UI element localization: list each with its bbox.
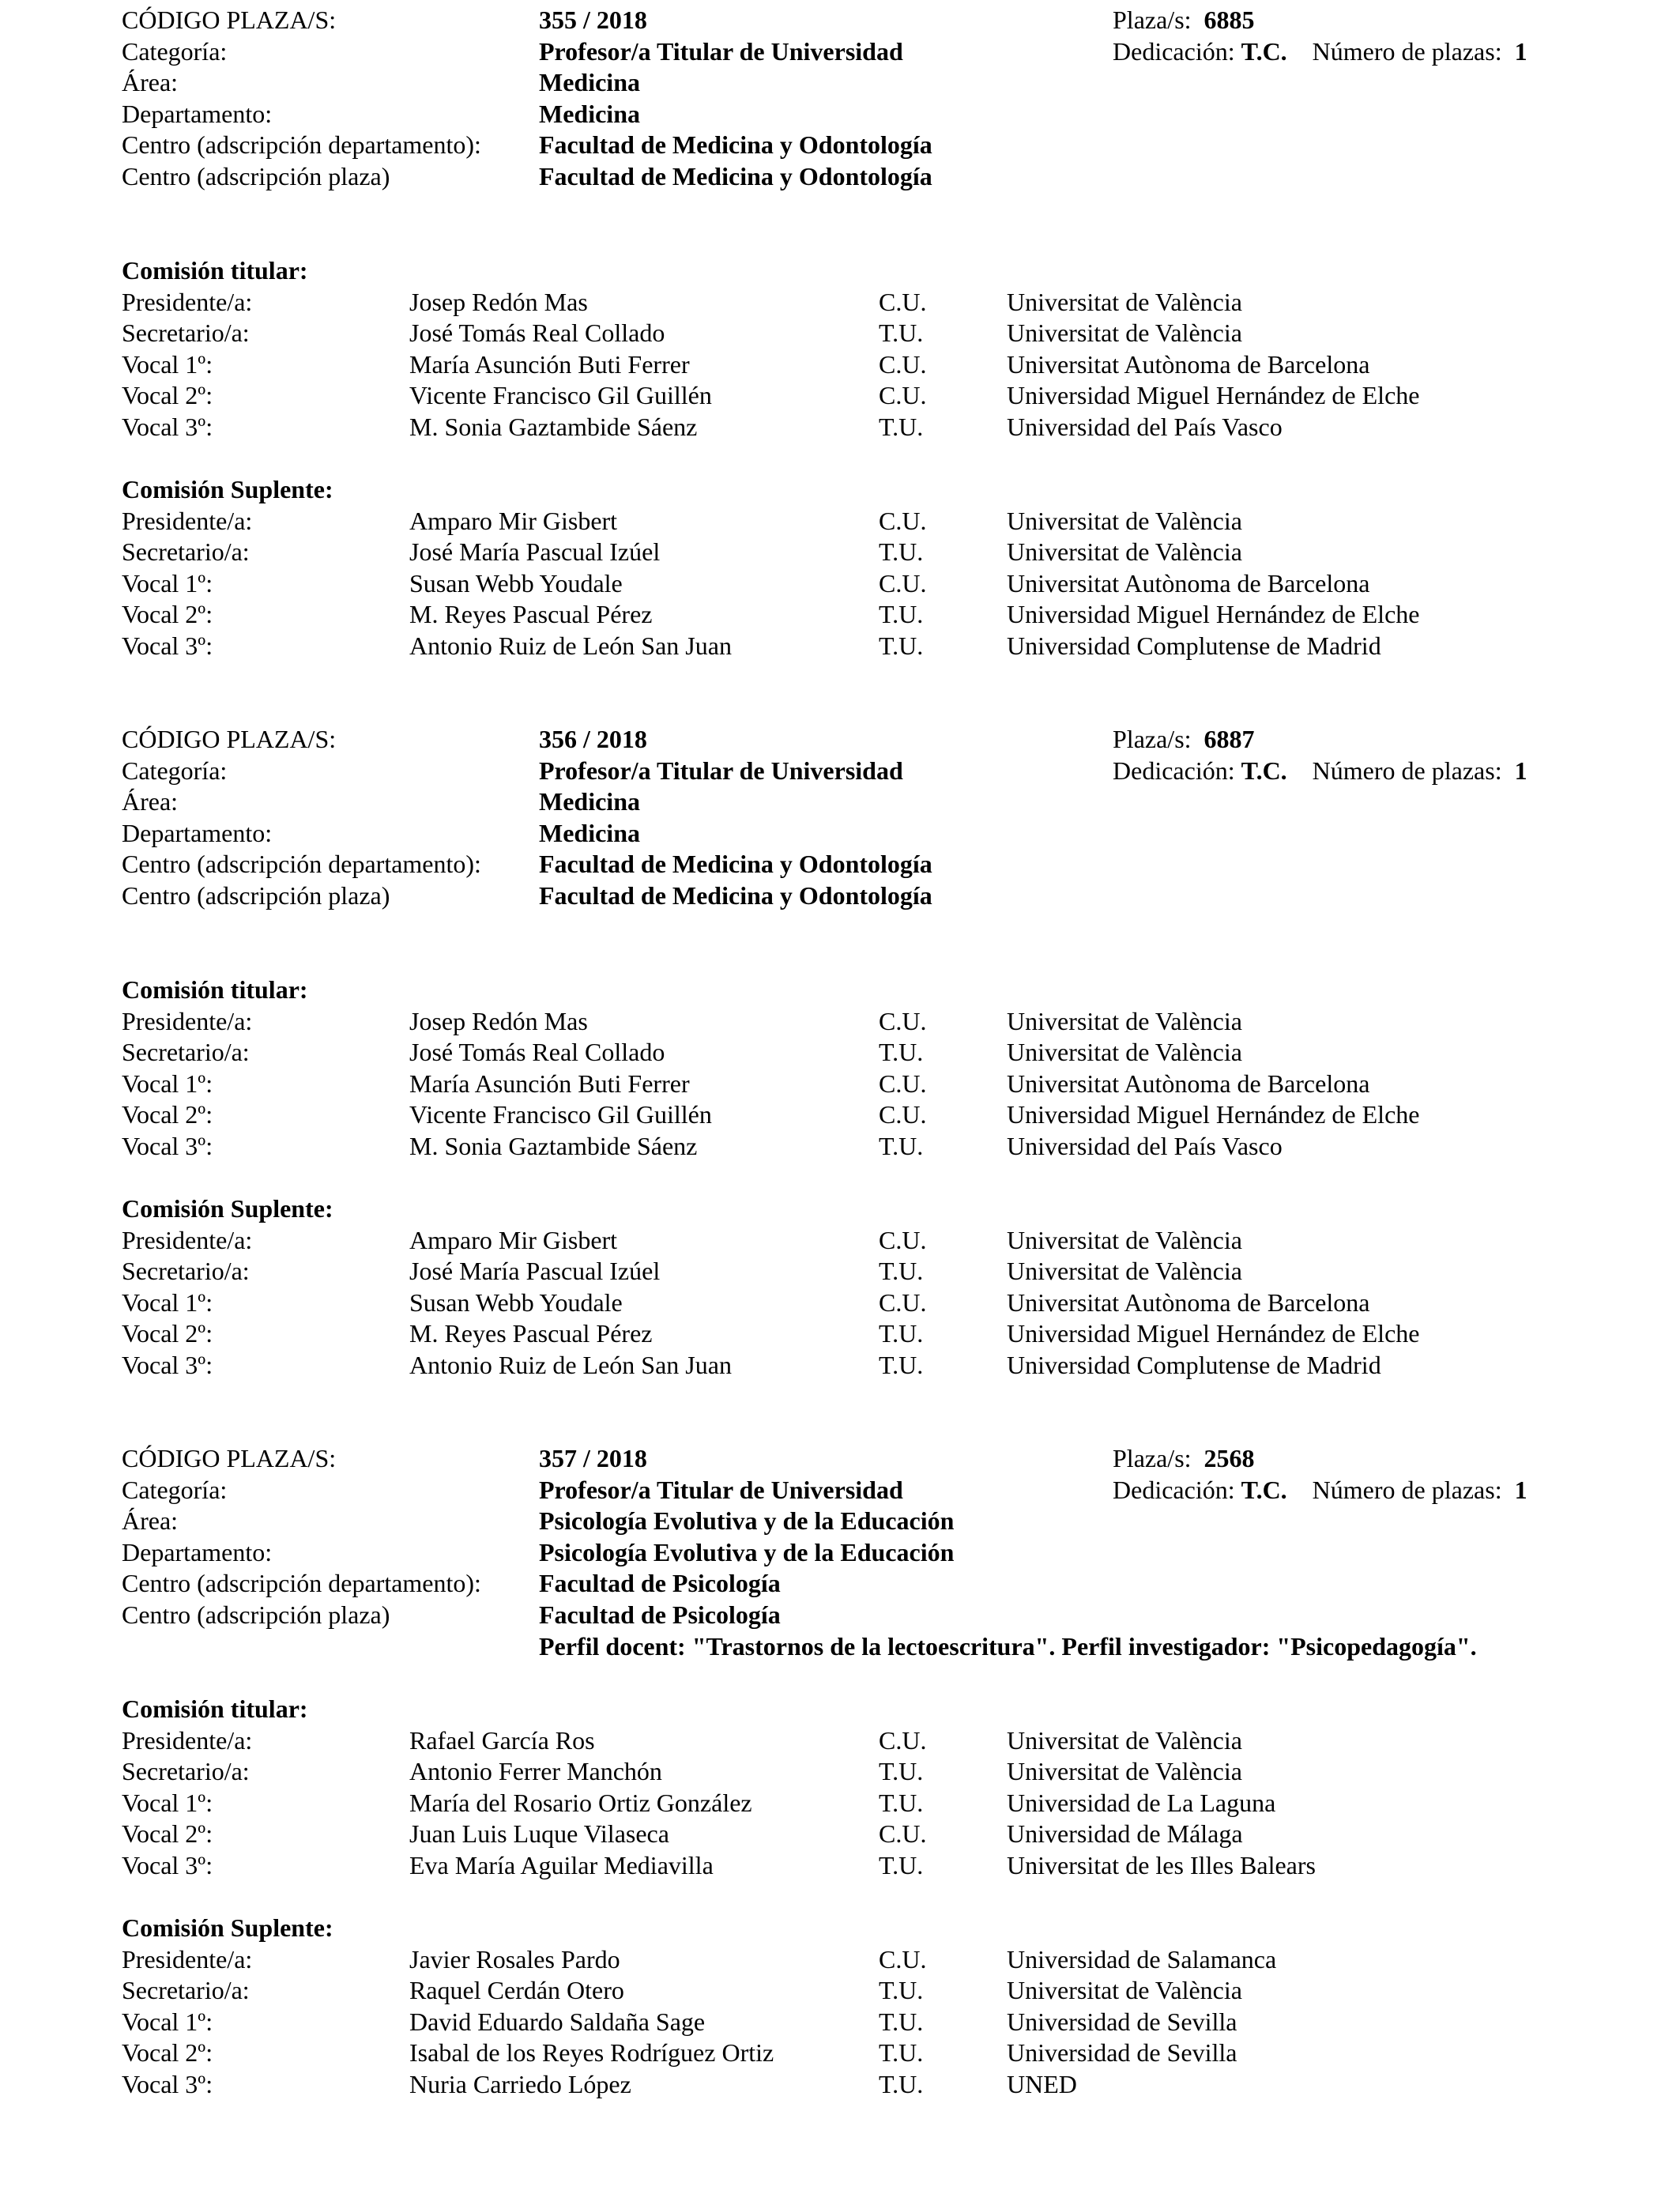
member-category: C.U. (879, 1225, 927, 1254)
member-university: UNED (1007, 2069, 1077, 2098)
member-name: Raquel Cerdán Otero (409, 1976, 624, 2005)
member-name: Vicente Francisco Gil Guillén (409, 1100, 712, 1129)
member-university: Universidad Miguel Hernández de Elche (1007, 1319, 1420, 1348)
member-university: Universidad Miguel Hernández de Elche (1007, 381, 1420, 410)
member-name: Antonio Ferrer Manchón (409, 1757, 662, 1786)
member-row (122, 1099, 1623, 1131)
member-role: Presidente/a: (122, 1944, 253, 1973)
member-row (122, 599, 1623, 631)
member-category: T.U. (879, 1788, 924, 1817)
member-role: Vocal 1º: (122, 1069, 213, 1098)
value-departamento: Medicina (539, 818, 640, 847)
member-row (122, 1944, 1623, 1976)
row-departamento (122, 1537, 1623, 1569)
member-university: Universidad Miguel Hernández de Elche (1007, 600, 1420, 629)
member-row (122, 1350, 1623, 1382)
member-university: Universitat Autònoma de Barcelona (1007, 1287, 1370, 1317)
member-name: Vicente Francisco Gil Guillén (409, 381, 712, 410)
member-category: T.U. (879, 2007, 924, 2036)
member-row (122, 1256, 1623, 1287)
row-centro-dep (122, 849, 1623, 880)
member-name: José María Pascual Izúel (409, 537, 661, 567)
member-role: Vocal 3º: (122, 1131, 213, 1160)
member-category: C.U. (879, 1819, 927, 1849)
value-plaza-num: 2568 (1203, 1444, 1255, 1472)
value-centro-dep: Facultad de Medicina y Odontología (539, 850, 932, 879)
member-role: Secretario/a: (122, 1976, 250, 2005)
comision-suplente-heading: Comisión Suplente: (122, 1194, 333, 1223)
member-category: T.U. (879, 412, 924, 441)
heading-row (122, 1193, 1623, 1225)
member-university: Universitat de València (1007, 537, 1242, 567)
value-numero-plazas: 1 (1514, 756, 1527, 785)
value-categoria: Profesor/a Titular de Universidad (539, 1475, 903, 1504)
value-numero-plazas: 1 (1514, 1475, 1527, 1504)
member-name: María Asunción Buti Ferrer (409, 1069, 690, 1098)
member-role: Secretario/a: (122, 1038, 250, 1067)
value-perfil: Perfil docent: "Trastornos de la lectoescritura". Perfil investigador: "Psicopedagogía". (539, 1631, 1477, 1661)
member-university: Universitat de València (1007, 1725, 1242, 1755)
member-university: Universidad de Salamanca (1007, 1944, 1277, 1973)
row-centro-plaza (122, 1600, 1623, 1631)
value-dedicacion: T.C. (1241, 36, 1287, 66)
row-departamento (122, 818, 1623, 850)
label-area: Área: (122, 68, 179, 97)
member-category: C.U. (879, 568, 927, 598)
member-role: Presidente/a: (122, 506, 253, 535)
label-numero-plazas: Número de plazas: (1312, 36, 1502, 66)
member-role: Vocal 3º: (122, 2069, 213, 2098)
member-university: Universitat de València (1007, 1976, 1242, 2005)
member-role: Presidente/a: (122, 1725, 253, 1755)
member-university: Universidad Complutense de Madrid (1007, 631, 1381, 660)
row-area (122, 67, 1623, 99)
member-row (122, 506, 1623, 537)
member-row (122, 1975, 1623, 2007)
member-university: Universidad Complutense de Madrid (1007, 1350, 1381, 1379)
comision-titular-heading: Comisión titular: (122, 256, 308, 285)
row-codigo (122, 1443, 1623, 1475)
heading-row (122, 1694, 1623, 1725)
member-name: José Tomás Real Collado (409, 1038, 665, 1067)
label-plazas: Plaza/s: (1113, 1444, 1192, 1472)
label-departamento: Departamento: (122, 99, 273, 128)
member-category: C.U. (879, 1069, 927, 1098)
member-row (122, 1788, 1623, 1819)
comision-suplente-heading: Comisión Suplente: (122, 475, 333, 503)
member-row (122, 2038, 1623, 2069)
comision-titular (122, 974, 1623, 1163)
member-university: Universitat Autònoma de Barcelona (1007, 349, 1370, 379)
member-category: T.U. (879, 1976, 924, 2005)
value-dedicacion: T.C. (1241, 756, 1287, 785)
comision-titular (122, 255, 1623, 443)
label-centro-dep: Centro (adscripción departamento): (122, 130, 481, 160)
label-numero-plazas: Número de plazas: (1312, 1475, 1502, 1504)
member-role: Vocal 2º: (122, 381, 213, 410)
member-category: T.U. (879, 2069, 924, 2098)
member-row (122, 537, 1623, 568)
label-dedicacion: Dedicación: (1113, 1475, 1235, 1504)
row-categoria (122, 756, 1623, 787)
label-area: Área: (122, 787, 179, 816)
member-row (122, 1006, 1623, 1038)
member-category: C.U. (879, 1725, 927, 1755)
member-category: C.U. (879, 1100, 927, 1129)
member-university: Universidad de Málaga (1007, 1819, 1243, 1849)
member-category: T.U. (879, 1131, 924, 1160)
member-row (122, 287, 1623, 319)
member-name: Juan Luis Luque Vilaseca (409, 1819, 669, 1849)
label-centro-plaza: Centro (adscripción plaza) (122, 880, 390, 910)
comision-suplente (122, 1193, 1623, 1382)
label-codigo: CÓDIGO PLAZA/S: (122, 6, 337, 34)
member-category: T.U. (879, 537, 924, 567)
member-row (122, 1756, 1623, 1788)
row-centro-plaza (122, 161, 1623, 193)
label-departamento: Departamento: (122, 818, 273, 847)
member-row (122, 318, 1623, 349)
member-name: Javier Rosales Pardo (409, 1944, 620, 1973)
member-role: Presidente/a: (122, 1006, 253, 1035)
member-name: María Asunción Buti Ferrer (409, 349, 690, 379)
row-centro-plaza (122, 880, 1623, 912)
member-role: Vocal 1º: (122, 568, 213, 598)
member-role: Presidente/a: (122, 287, 253, 316)
row-perfil (122, 1631, 1623, 1663)
member-category: T.U. (879, 2038, 924, 2068)
member-role: Secretario/a: (122, 1257, 250, 1286)
value-plaza-num: 6885 (1203, 6, 1255, 34)
heading-row (122, 1913, 1623, 1944)
member-university: Universitat de València (1007, 1257, 1242, 1286)
member-role: Vocal 2º: (122, 1819, 213, 1849)
member-row (122, 412, 1623, 443)
heading-row (122, 255, 1623, 287)
member-role: Vocal 2º: (122, 600, 213, 629)
member-university: Universitat Autònoma de Barcelona (1007, 568, 1370, 598)
plaza-block (122, 1443, 1623, 1662)
plaza-block (122, 5, 1623, 193)
label-departamento: Departamento: (122, 1537, 273, 1566)
member-university: Universitat de València (1007, 1757, 1242, 1786)
member-name: M. Sonia Gaztambide Sáenz (409, 412, 698, 441)
value-area: Psicología Evolutiva y de la Educación (539, 1506, 955, 1536)
label-dedicacion: Dedicación: (1113, 36, 1235, 66)
row-codigo (122, 724, 1623, 756)
member-row (122, 380, 1623, 412)
heading-row (122, 474, 1623, 506)
member-role: Vocal 1º: (122, 2007, 213, 2036)
member-role: Vocal 2º: (122, 1319, 213, 1348)
member-category: C.U. (879, 1006, 927, 1035)
member-name: Susan Webb Youdale (409, 568, 623, 598)
member-category: T.U. (879, 600, 924, 629)
member-category: T.U. (879, 1257, 924, 1286)
member-name: David Eduardo Saldaña Sage (409, 2007, 706, 2036)
value-codigo: 355 / 2018 (539, 6, 647, 34)
row-area (122, 1506, 1623, 1537)
member-role: Presidente/a: (122, 1225, 253, 1254)
member-category: C.U. (879, 287, 927, 316)
member-name: José Tomás Real Collado (409, 319, 665, 348)
member-row (122, 1069, 1623, 1100)
member-name: Antonio Ruiz de León San Juan (409, 1350, 732, 1379)
value-dedicacion: T.C. (1241, 1475, 1287, 1504)
member-role: Vocal 1º: (122, 1287, 213, 1317)
member-row (122, 2069, 1623, 2101)
label-codigo: CÓDIGO PLAZA/S: (122, 725, 337, 753)
member-name: Rafael García Ros (409, 1725, 595, 1755)
comision-suplente (122, 474, 1623, 662)
heading-row (122, 974, 1623, 1006)
member-university: Universitat Autònoma de Barcelona (1007, 1069, 1370, 1098)
member-role: Vocal 3º: (122, 412, 213, 441)
label-categoria: Categoría: (122, 36, 228, 66)
label-dedicacion: Dedicación: (1113, 756, 1235, 785)
value-area: Medicina (539, 787, 640, 816)
member-university: Universitat de València (1007, 1225, 1242, 1254)
member-role: Vocal 2º: (122, 2038, 213, 2068)
member-university: Universidad de Sevilla (1007, 2007, 1237, 2036)
value-departamento: Medicina (539, 99, 640, 128)
member-category: C.U. (879, 349, 927, 379)
member-category: T.U. (879, 319, 924, 348)
comision-suplente-heading: Comisión Suplente: (122, 1913, 333, 1942)
member-university: Universitat de València (1007, 506, 1242, 535)
label-centro-dep: Centro (adscripción departamento): (122, 850, 481, 879)
member-university: Universitat de València (1007, 1006, 1242, 1035)
member-university: Universitat de les Illes Balears (1007, 1850, 1316, 1879)
member-row (122, 1287, 1623, 1319)
value-categoria: Profesor/a Titular de Universidad (539, 36, 903, 66)
member-role: Vocal 3º: (122, 1850, 213, 1879)
member-category: C.U. (879, 1944, 927, 1973)
comision-titular (122, 1694, 1623, 1882)
member-row (122, 568, 1623, 600)
member-university: Universitat de València (1007, 287, 1242, 316)
value-area: Medicina (539, 68, 640, 97)
member-name: M. Sonia Gaztambide Sáenz (409, 1131, 698, 1160)
member-row (122, 2007, 1623, 2038)
member-name: Josep Redón Mas (409, 287, 588, 316)
member-row (122, 1819, 1623, 1850)
member-name: José María Pascual Izúel (409, 1257, 661, 1286)
row-departamento (122, 99, 1623, 130)
value-centro-plaza: Facultad de Psicología (539, 1600, 781, 1629)
row-area (122, 786, 1623, 818)
label-categoria: Categoría: (122, 756, 228, 785)
row-categoria (122, 36, 1623, 68)
member-role: Vocal 2º: (122, 1100, 213, 1129)
member-category: C.U. (879, 1287, 927, 1317)
label-plazas: Plaza/s: (1113, 725, 1192, 753)
label-centro-plaza: Centro (adscripción plaza) (122, 161, 390, 190)
member-name: Nuria Carriedo López (409, 2069, 631, 2098)
member-row (122, 1725, 1623, 1757)
value-centro-dep: Facultad de Medicina y Odontología (539, 130, 932, 160)
row-centro-dep (122, 130, 1623, 161)
member-row (122, 1850, 1623, 1882)
member-row (122, 1318, 1623, 1350)
member-row (122, 631, 1623, 662)
label-plazas: Plaza/s: (1113, 6, 1192, 34)
member-role: Vocal 1º: (122, 1788, 213, 1817)
member-row (122, 1037, 1623, 1069)
member-category: T.U. (879, 1038, 924, 1067)
row-categoria (122, 1475, 1623, 1506)
value-codigo: 357 / 2018 (539, 1444, 647, 1472)
member-row (122, 1131, 1623, 1163)
member-role: Vocal 1º: (122, 349, 213, 379)
member-category: T.U. (879, 631, 924, 660)
comision-titular-heading: Comisión titular: (122, 975, 308, 1004)
comision-titular-heading: Comisión titular: (122, 1695, 308, 1723)
member-name: Amparo Mir Gisbert (409, 506, 618, 535)
member-name: M. Reyes Pascual Pérez (409, 1319, 653, 1348)
member-name: María del Rosario Ortiz González (409, 1788, 752, 1817)
member-role: Vocal 3º: (122, 1350, 213, 1379)
value-codigo: 356 / 2018 (539, 725, 647, 753)
member-name: Antonio Ruiz de León San Juan (409, 631, 732, 660)
member-university: Universitat de València (1007, 1038, 1242, 1067)
member-university: Universidad de La Laguna (1007, 1788, 1276, 1817)
member-category: T.U. (879, 1850, 924, 1879)
member-university: Universitat de València (1007, 319, 1242, 348)
member-category: T.U. (879, 1319, 924, 1348)
member-university: Universidad del País Vasco (1007, 1131, 1283, 1160)
member-category: C.U. (879, 381, 927, 410)
member-role: Secretario/a: (122, 537, 250, 567)
member-category: C.U. (879, 506, 927, 535)
value-centro-plaza: Facultad de Medicina y Odontología (539, 161, 932, 190)
plaza-number (1113, 1443, 1255, 1475)
value-centro-plaza: Facultad de Medicina y Odontología (539, 880, 932, 910)
member-university: Universidad del País Vasco (1007, 412, 1283, 441)
value-centro-dep: Facultad de Psicología (539, 1569, 781, 1598)
label-centro-plaza: Centro (adscripción plaza) (122, 1600, 390, 1629)
member-category: T.U. (879, 1350, 924, 1379)
dedicacion-info (1113, 36, 1527, 68)
plaza-block (122, 724, 1623, 912)
value-plaza-num: 6887 (1203, 725, 1255, 753)
value-departamento: Psicología Evolutiva y de la Educación (539, 1537, 955, 1566)
row-codigo (122, 5, 1623, 36)
member-row (122, 349, 1623, 381)
member-role: Secretario/a: (122, 319, 250, 348)
plaza-number (1113, 724, 1255, 756)
member-name: Josep Redón Mas (409, 1006, 588, 1035)
member-role: Vocal 3º: (122, 631, 213, 660)
label-categoria: Categoría: (122, 1475, 228, 1504)
member-name: Amparo Mir Gisbert (409, 1225, 618, 1254)
member-name: Susan Webb Youdale (409, 1287, 623, 1317)
value-categoria: Profesor/a Titular de Universidad (539, 756, 903, 785)
label-numero-plazas: Número de plazas: (1312, 756, 1502, 785)
plaza-number (1113, 5, 1255, 36)
member-name: Isabal de los Reyes Rodríguez Ortiz (409, 2038, 774, 2068)
member-name: Eva María Aguilar Mediavilla (409, 1850, 714, 1879)
member-role: Secretario/a: (122, 1757, 250, 1786)
value-numero-plazas: 1 (1514, 36, 1527, 66)
label-area: Área: (122, 1506, 179, 1536)
dedicacion-info (1113, 756, 1527, 787)
label-codigo: CÓDIGO PLAZA/S: (122, 1444, 337, 1472)
member-name: M. Reyes Pascual Pérez (409, 600, 653, 629)
member-row (122, 1225, 1623, 1257)
member-university: Universidad Miguel Hernández de Elche (1007, 1100, 1420, 1129)
row-centro-dep (122, 1568, 1623, 1600)
member-university: Universidad de Sevilla (1007, 2038, 1237, 2068)
member-category: T.U. (879, 1757, 924, 1786)
label-centro-dep: Centro (adscripción departamento): (122, 1569, 481, 1598)
comision-suplente (122, 1913, 1623, 2101)
dedicacion-info (1113, 1475, 1527, 1506)
